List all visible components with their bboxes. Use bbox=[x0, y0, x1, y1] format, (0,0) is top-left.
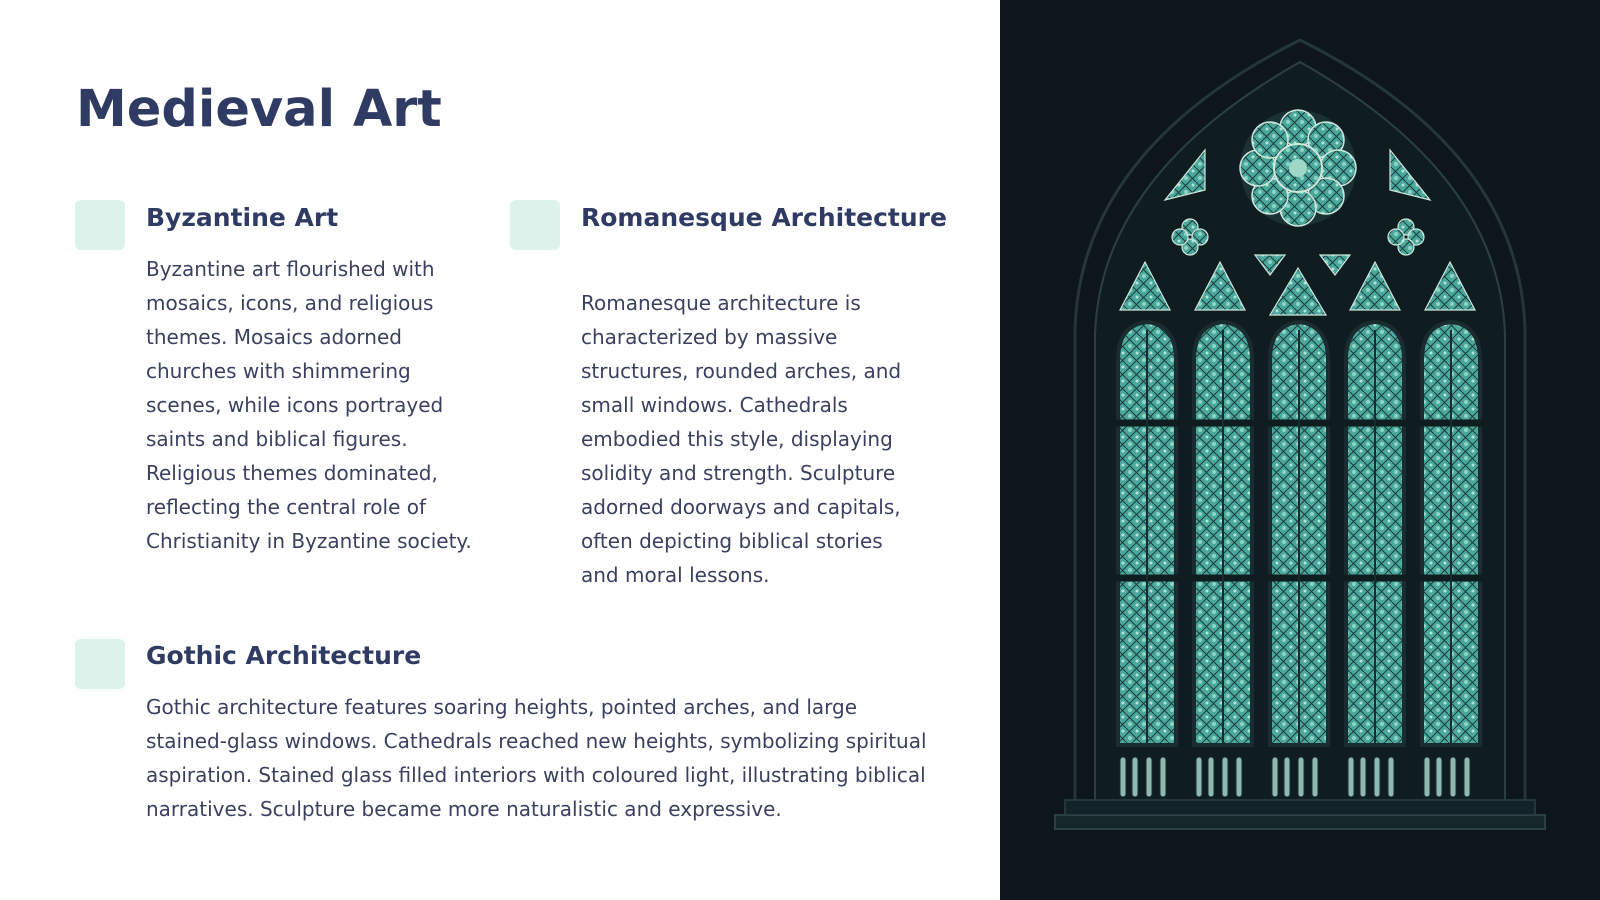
section-marker-romanesque bbox=[510, 200, 560, 250]
slide-title: Medieval Art bbox=[76, 80, 442, 139]
section-heading-romanesque: Romanesque Architecture bbox=[581, 203, 947, 232]
stained-glass-image bbox=[1000, 0, 1600, 900]
section-marker-byzantine bbox=[75, 200, 125, 250]
section-body-romanesque: Romanesque architecture is characterized by massive structures, rounded arches, and small windows. Cathedrals embodied this style, displaying solidity and strength. Sculpture adorned doorways and capitals, often depicting biblical stories and moral lessons. bbox=[581, 291, 902, 587]
section-body-gothic: Gothic architecture features soaring heights, pointed arches, and large stained-glass windows. Cathedrals reached new heights, symbolizing spiritual aspiration. Stained glass filled interiors with coloured light, illustrating biblical narratives. Sculpture became more naturalistic and expressive. bbox=[146, 695, 927, 821]
section-heading-byzantine: Byzantine Art bbox=[146, 203, 339, 232]
rose-window bbox=[1240, 110, 1356, 226]
gothic-window-icon bbox=[1000, 0, 1600, 900]
section-heading-gothic: Gothic Architecture bbox=[146, 641, 422, 670]
section-marker-gothic bbox=[75, 639, 125, 689]
section-body-byzantine: Byzantine art flourished with mosaics, icons, and religious themes. Mosaics adorned churches with shimmering scenes, while icons portrayed saints and biblical figures. Religious themes dominated, reflecting the central role of Christianity in Byzantine society. bbox=[146, 257, 472, 553]
